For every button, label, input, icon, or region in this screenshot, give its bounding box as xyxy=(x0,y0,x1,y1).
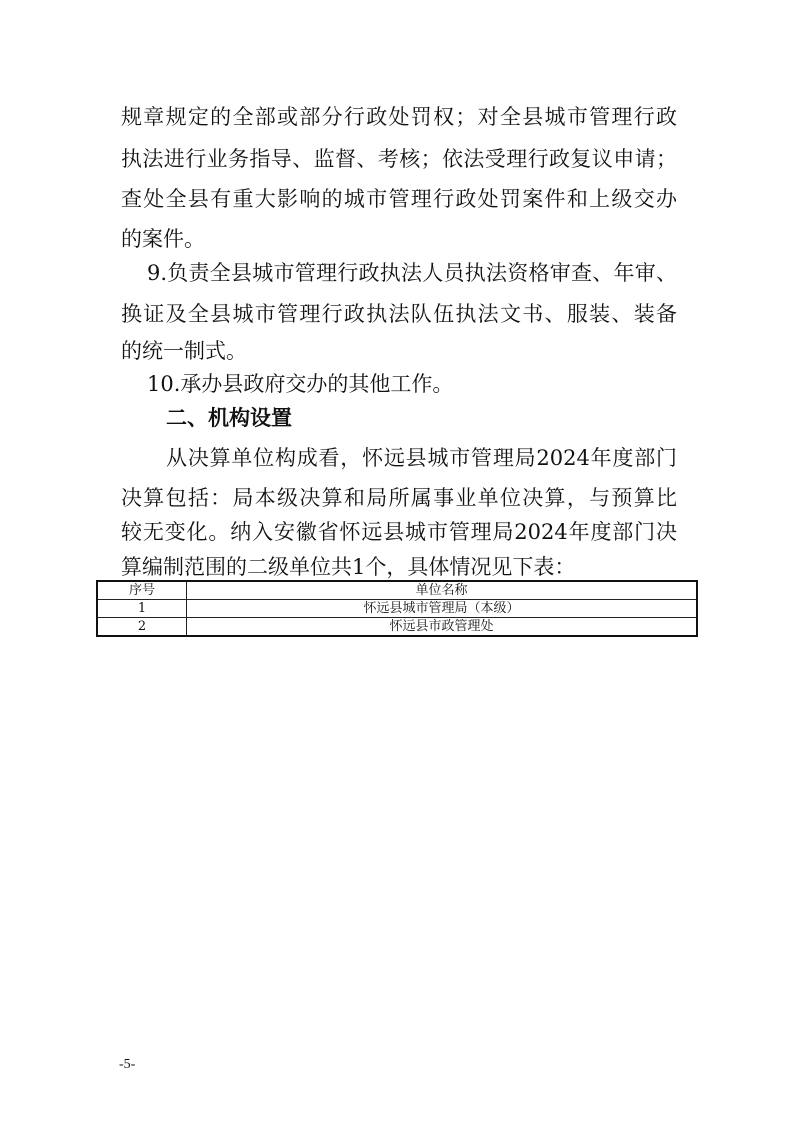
paragraph-line: 执法进行业务指导、监督、考核；依法受理行政复议申请； xyxy=(121,147,677,171)
paragraph-line: 换证及全县城市管理行政执法队伍执法文书、服装、装备 xyxy=(121,302,677,326)
page-number: -5- xyxy=(119,1057,136,1072)
table-header-cell: 单位名称 xyxy=(187,581,698,600)
table-row xyxy=(97,600,697,618)
paragraph-line: 算编制范围的二级单位共1个，具体情况见下表： xyxy=(121,555,576,579)
paragraph-line: 规章规定的全部或部分行政处罚权；对全县城市管理行政 xyxy=(121,105,677,129)
table-cell: 怀远县市政管理处 xyxy=(187,618,698,637)
units-table xyxy=(96,580,698,637)
table-cell: 2 xyxy=(97,618,187,637)
list-item-10: 10.承办县政府交办的其他工作。 xyxy=(147,372,454,396)
paragraph-line: 较无变化。纳入安徽省怀远县城市管理局2024年度部门决 xyxy=(121,520,677,544)
paragraph-line: 查处全县有重大影响的城市管理行政处罚案件和上级交办 xyxy=(121,187,677,211)
section-heading: 二、机构设置 xyxy=(166,406,292,430)
table-header-cell: 序号 xyxy=(97,581,187,600)
list-item-9: 9.负责全县城市管理行政执法人员执法资格审查、年审、 xyxy=(147,261,677,285)
paragraph-line: 决算包括：局本级决算和局所属事业单位决算，与预算比 xyxy=(121,486,677,510)
table-header-row xyxy=(97,581,697,600)
paragraph-line: 从决算单位构成看，怀远县城市管理局2024年度部门 xyxy=(166,446,677,470)
paragraph-line: 的案件。 xyxy=(121,227,205,251)
table-cell: 怀远县城市管理局（本级） xyxy=(187,600,698,618)
table-cell: 1 xyxy=(97,600,187,618)
table-row xyxy=(97,618,697,637)
paragraph-line: 的统一制式。 xyxy=(121,339,247,363)
